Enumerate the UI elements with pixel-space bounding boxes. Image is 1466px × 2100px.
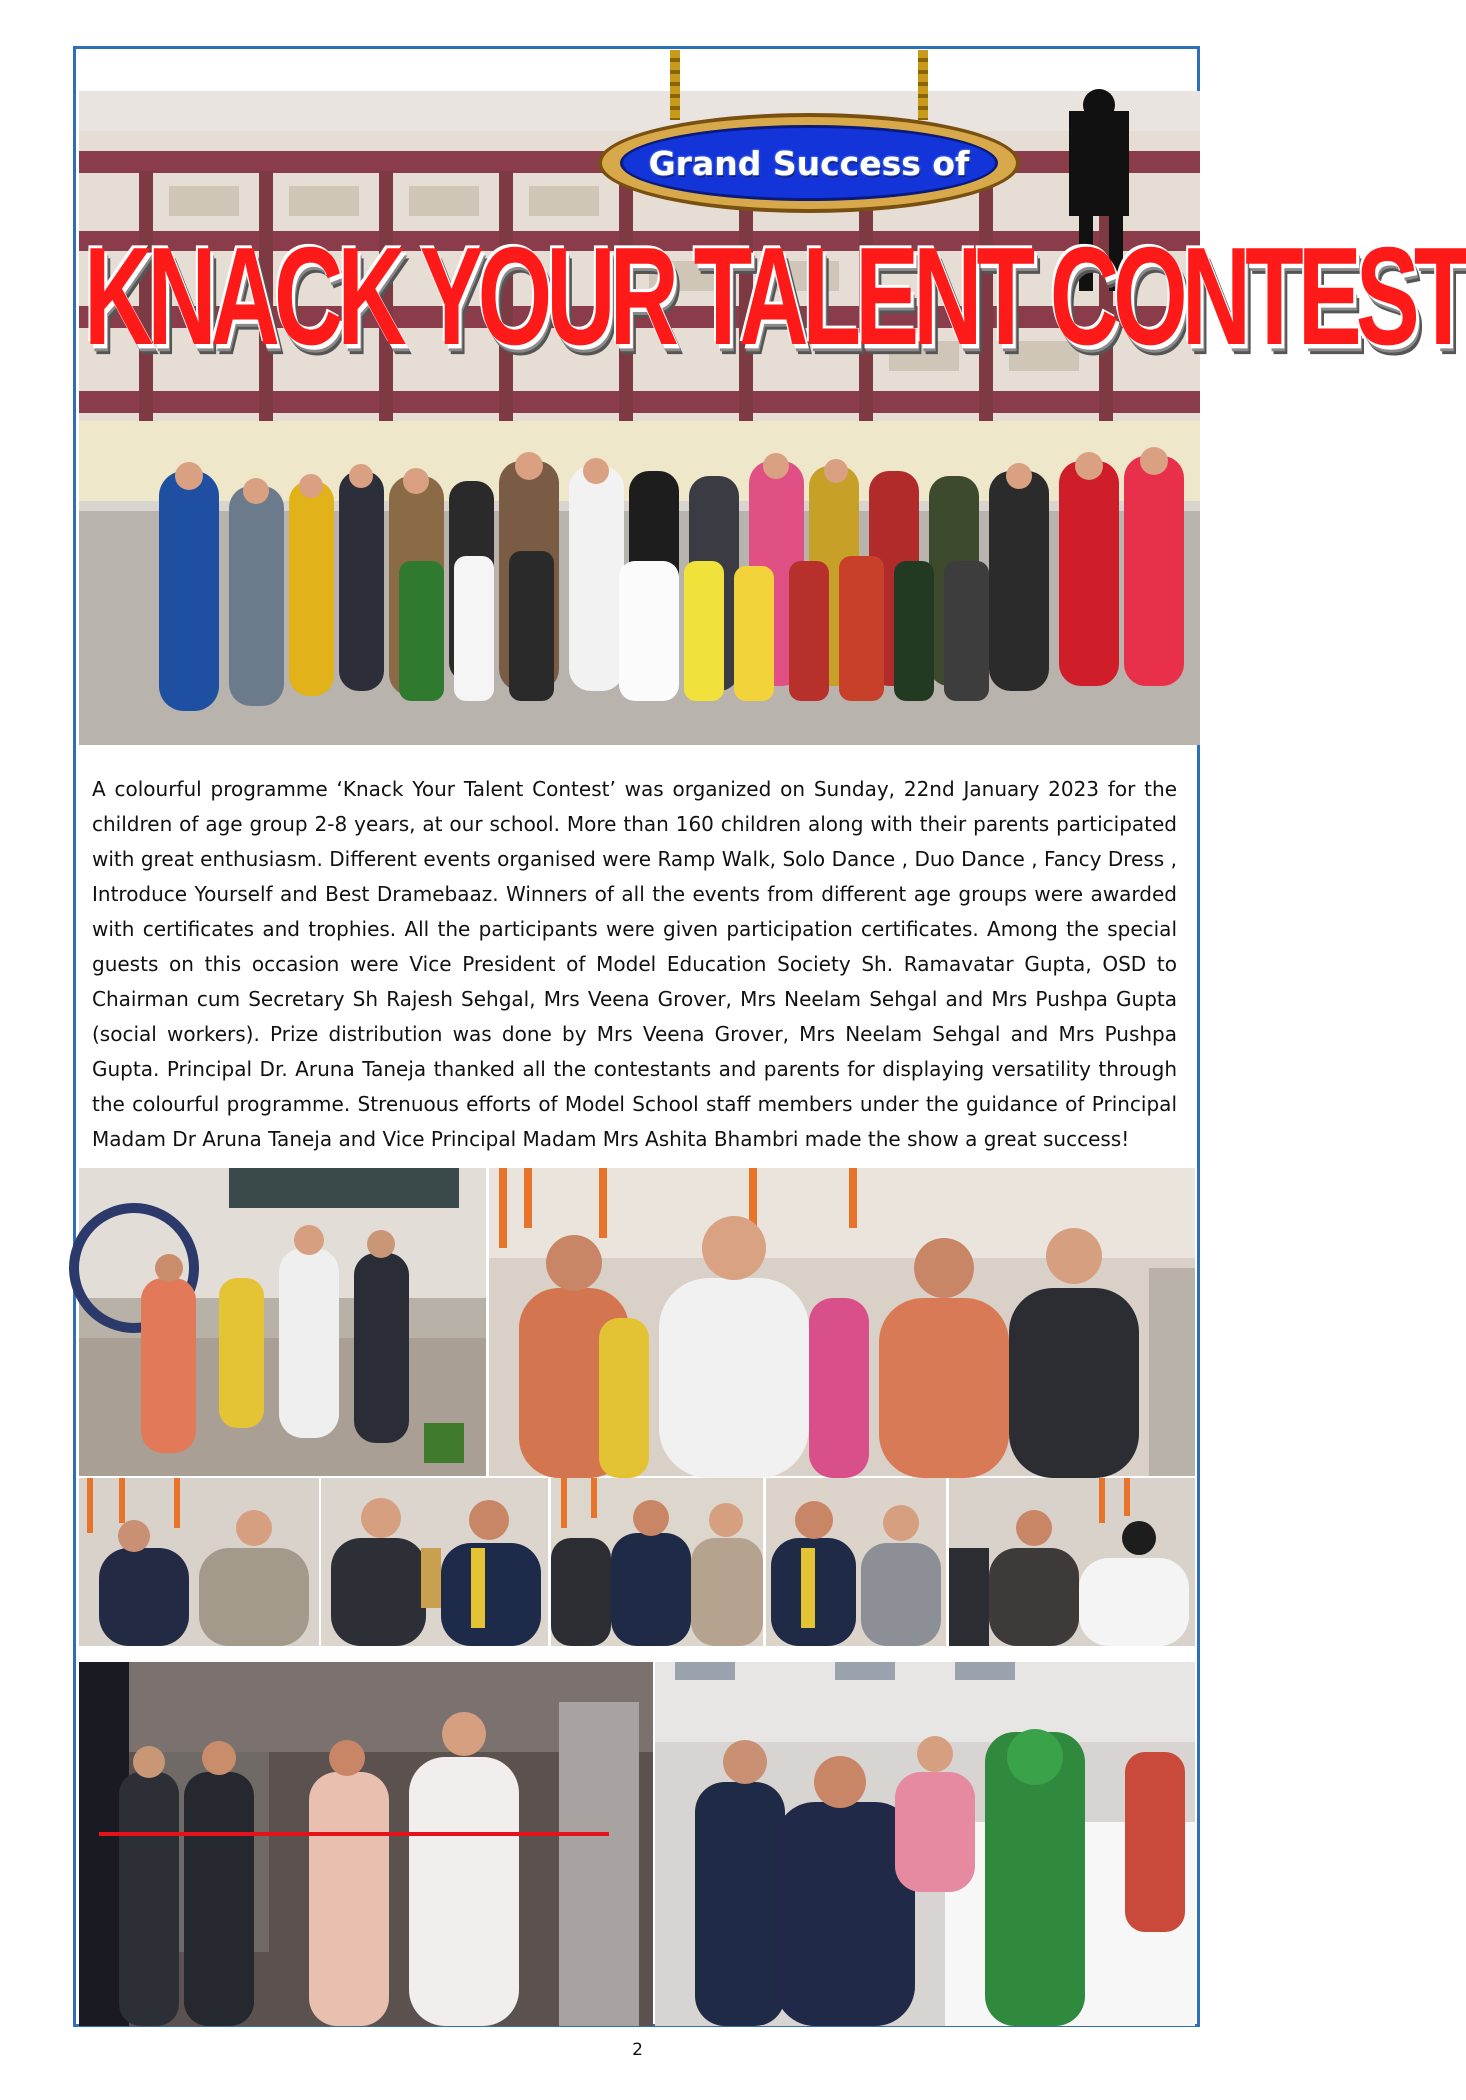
photo-plant-gift-2 (551, 1478, 763, 1646)
photo-ribbon-cutting (79, 1662, 653, 2026)
photo-plant-gift-3 (766, 1478, 946, 1646)
sign-chain-right (918, 50, 928, 120)
hanging-sign (598, 113, 1020, 213)
photo-badge-pinning-2 (949, 1478, 1195, 1646)
sign-text: Grand Success of (620, 125, 998, 201)
photo-badge-pinning-1 (79, 1478, 319, 1646)
page-title: KNACK YOUR TALENT CONTEST (84, 219, 1466, 375)
photo-plant-gift-1 (321, 1478, 548, 1646)
photo-guests-arriving (79, 1168, 486, 1476)
photo-registration-desk (655, 1662, 1195, 2026)
photo-guest-welcome (489, 1168, 1195, 1476)
article-body: A colourful programme ‘Knack Your Talent Contest’ was organized on Sunday, 22nd January 2023 for the children of age group 2-8 years, at our school. More than 160 children along with their parents participated with great enthusiasm. Different events organised were Ramp Walk, Solo Dance , Duo Dance , Fancy Dress , Introduce Yourself and Best Dramebaaz. Winners of all the events from different age groups were awarded with certificates and trophies. All the participants were given participation certificates. Among the special guests on this occasion were Vice President of Model Education Society Sh. Ramavatar Gupta, OSD to Chairman cum Secretary Sh Rajesh Sehgal, Mrs Veena Grover, Mrs Neelam Sehgal and Mrs Pushpa Gupta (social workers). Prize distribution was done by Mrs Veena Grover, Mrs Neelam Sehgal and Mrs Pushpa Gupta. Principal Dr. Aruna Taneja thanked all the contestants and parents for displaying versatility through the colourful programme. Strenuous efforts of Model School staff members under the guidance of Principal Madam Dr Aruna Taneja and Vice Principal Madam Mrs Ashita Bhambri made the show a great success! (92, 777, 1177, 1151)
page-number: 2 (632, 2040, 643, 2060)
sign-chain-left (670, 50, 680, 120)
